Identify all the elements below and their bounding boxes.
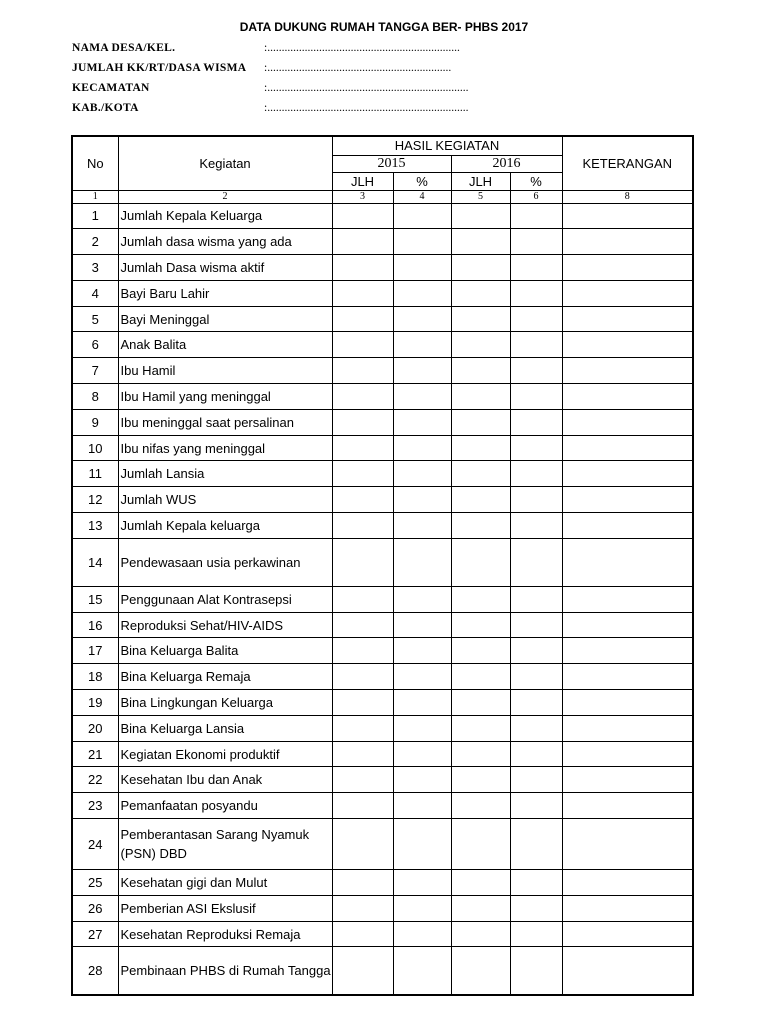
cell-jlh-2016[interactable] [451, 895, 510, 921]
cell-jlh-2015[interactable] [332, 538, 393, 586]
row-kegiatan: Jumlah Lansia [118, 461, 332, 487]
row-number: 24 [72, 819, 118, 870]
cell-pct-2015[interactable] [393, 384, 451, 410]
cell-jlh-2016[interactable] [451, 921, 510, 947]
table-row [72, 461, 693, 487]
row-kegiatan: Penggunaan Alat Kontrasepsi [118, 586, 332, 612]
meta-kab-kota [72, 100, 468, 120]
cell-jlh-2016[interactable] [451, 767, 510, 793]
cell-pct-2015[interactable] [393, 435, 451, 461]
table-row [72, 741, 693, 767]
cell-keterangan[interactable] [562, 947, 693, 995]
cell-keterangan[interactable] [562, 409, 693, 435]
cell-jlh-2015[interactable] [332, 793, 393, 819]
cell-keterangan[interactable] [562, 255, 693, 281]
cell-pct-2015[interactable] [393, 638, 451, 664]
row-number: 25 [72, 870, 118, 896]
cell-jlh-2015[interactable] [332, 358, 393, 384]
cell-jlh-2015[interactable] [332, 409, 393, 435]
row-kegiatan: Ibu Hamil yang meninggal [118, 384, 332, 410]
table-row [72, 229, 693, 255]
table-row [72, 664, 693, 690]
table-row [72, 921, 693, 947]
cell-pct-2015[interactable] [393, 947, 451, 995]
row-kegiatan: Ibu meninggal saat persalinan [118, 409, 332, 435]
row-kegiatan: Ibu nifas yang meninggal [118, 435, 332, 461]
meta-fill: :...................................................................... [264, 102, 469, 114]
row-kegiatan: Bina Keluarga Lansia [118, 715, 332, 741]
cell-jlh-2016[interactable] [451, 586, 510, 612]
cell-pct-2016[interactable] [510, 435, 562, 461]
cell-pct-2016[interactable] [510, 409, 562, 435]
table-row [72, 715, 693, 741]
cell-pct-2016[interactable] [510, 819, 562, 870]
cell-jlh-2015[interactable] [332, 690, 393, 716]
cell-pct-2015[interactable] [393, 870, 451, 896]
table-row [72, 358, 693, 384]
cell-pct-2016[interactable] [510, 306, 562, 332]
row-number: 9 [72, 409, 118, 435]
row-kegiatan: Jumlah WUS [118, 487, 332, 513]
row-number: 11 [72, 461, 118, 487]
row-kegiatan: Pendewasaan usia perkawinan [118, 538, 332, 586]
column-index-row [72, 190, 693, 203]
table-row [72, 306, 693, 332]
cell-pct-2015[interactable] [393, 612, 451, 638]
cell-jlh-2016[interactable] [451, 409, 510, 435]
cell-jlh-2015[interactable] [332, 715, 393, 741]
cell-pct-2015[interactable] [393, 203, 451, 229]
cell-pct-2015[interactable] [393, 513, 451, 539]
row-number: 18 [72, 664, 118, 690]
row-number: 13 [72, 513, 118, 539]
row-kegiatan: Kesehatan gigi dan Mulut [118, 870, 332, 896]
cell-jlh-2015[interactable] [332, 435, 393, 461]
cell-pct-2015[interactable] [393, 767, 451, 793]
table-row [72, 690, 693, 716]
cell-jlh-2015[interactable] [332, 664, 393, 690]
cell-pct-2015[interactable] [393, 229, 451, 255]
row-kegiatan: Jumlah Kepala keluarga [118, 513, 332, 539]
meta-kecamatan [72, 80, 468, 100]
cell-jlh-2016[interactable] [451, 538, 510, 586]
row-kegiatan: Pembinaan PHBS di Rumah Tangga [118, 947, 332, 995]
cell-pct-2016[interactable] [510, 487, 562, 513]
cell-keterangan[interactable] [562, 793, 693, 819]
meta-label: KAB./KOTA [72, 102, 139, 114]
cell-keterangan[interactable] [562, 332, 693, 358]
cell-pct-2015[interactable] [393, 921, 451, 947]
cell-jlh-2015[interactable] [332, 921, 393, 947]
cell-keterangan[interactable] [562, 306, 693, 332]
meta-fill: :...................................................................... [264, 82, 469, 94]
cell-jlh-2015[interactable] [332, 384, 393, 410]
table-row [72, 513, 693, 539]
cell-pct-2016[interactable] [510, 255, 562, 281]
cell-pct-2015[interactable] [393, 332, 451, 358]
table-row [72, 255, 693, 281]
cell-jlh-2015[interactable] [332, 513, 393, 539]
activity-table [71, 135, 694, 996]
cell-keterangan[interactable] [562, 612, 693, 638]
cell-jlh-2016[interactable] [451, 513, 510, 539]
cell-jlh-2016[interactable] [451, 358, 510, 384]
row-kegiatan: Reproduksi Sehat/HIV-AIDS [118, 612, 332, 638]
cell-pct-2016[interactable] [510, 586, 562, 612]
header-pct-2016: % [510, 172, 562, 190]
meta-label: KECAMATAN [72, 82, 150, 94]
row-number: 28 [72, 947, 118, 995]
header-jlh-2016: JLH [451, 172, 510, 190]
cell-pct-2016[interactable] [510, 741, 562, 767]
row-kegiatan: Anak Balita [118, 332, 332, 358]
meta-label: JUMLAH KK/RT/DASA WISMA [72, 62, 247, 74]
column-index: 4 [393, 190, 451, 203]
row-number: 7 [72, 358, 118, 384]
row-kegiatan: Ibu Hamil [118, 358, 332, 384]
table-row [72, 409, 693, 435]
cell-jlh-2016[interactable] [451, 664, 510, 690]
header-year-2015: 2015 [332, 155, 451, 172]
table-row [72, 638, 693, 664]
cell-jlh-2015[interactable] [332, 947, 393, 995]
row-kegiatan: Kegiatan Ekonomi produktif [118, 741, 332, 767]
cell-pct-2016[interactable] [510, 384, 562, 410]
meta-fill: :................................................................... [264, 42, 460, 54]
cell-keterangan[interactable] [562, 664, 693, 690]
cell-keterangan[interactable] [562, 229, 693, 255]
cell-jlh-2015[interactable] [332, 203, 393, 229]
column-index: 2 [118, 190, 332, 203]
cell-jlh-2016[interactable] [451, 280, 510, 306]
meta-fill: :................................................................ [264, 62, 452, 74]
cell-pct-2016[interactable] [510, 461, 562, 487]
cell-jlh-2015[interactable] [332, 255, 393, 281]
table-row [72, 612, 693, 638]
cell-keterangan[interactable] [562, 690, 693, 716]
cell-jlh-2015[interactable] [332, 306, 393, 332]
cell-jlh-2016[interactable] [451, 306, 510, 332]
cell-pct-2016[interactable] [510, 612, 562, 638]
column-index: 6 [510, 190, 562, 203]
cell-keterangan[interactable] [562, 895, 693, 921]
cell-jlh-2016[interactable] [451, 255, 510, 281]
cell-keterangan[interactable] [562, 741, 693, 767]
cell-jlh-2016[interactable] [451, 819, 510, 870]
cell-jlh-2015[interactable] [332, 229, 393, 255]
cell-jlh-2015[interactable] [332, 870, 393, 896]
cell-pct-2015[interactable] [393, 819, 451, 870]
cell-jlh-2016[interactable] [451, 229, 510, 255]
cell-jlh-2016[interactable] [451, 487, 510, 513]
cell-jlh-2015[interactable] [332, 741, 393, 767]
table-row [72, 280, 693, 306]
row-number: 17 [72, 638, 118, 664]
row-number: 22 [72, 767, 118, 793]
row-number: 21 [72, 741, 118, 767]
cell-jlh-2015[interactable] [332, 819, 393, 870]
cell-keterangan[interactable] [562, 513, 693, 539]
cell-jlh-2016[interactable] [451, 741, 510, 767]
cell-pct-2015[interactable] [393, 280, 451, 306]
cell-pct-2016[interactable] [510, 664, 562, 690]
column-index: 5 [451, 190, 510, 203]
cell-jlh-2015[interactable] [332, 638, 393, 664]
cell-jlh-2016[interactable] [451, 793, 510, 819]
header-kegiatan: Kegiatan [118, 136, 332, 190]
row-kegiatan: Jumlah Dasa wisma aktif [118, 255, 332, 281]
cell-keterangan[interactable] [562, 586, 693, 612]
cell-pct-2015[interactable] [393, 487, 451, 513]
meta-jumlah-kk [72, 60, 468, 80]
cell-jlh-2016[interactable] [451, 612, 510, 638]
cell-pct-2015[interactable] [393, 255, 451, 281]
cell-pct-2015[interactable] [393, 690, 451, 716]
header-pct-2015: % [393, 172, 451, 190]
cell-pct-2015[interactable] [393, 461, 451, 487]
row-number: 27 [72, 921, 118, 947]
cell-jlh-2016[interactable] [451, 638, 510, 664]
row-kegiatan: Bayi Meninggal [118, 306, 332, 332]
cell-keterangan[interactable] [562, 715, 693, 741]
row-number: 23 [72, 793, 118, 819]
cell-pct-2016[interactable] [510, 332, 562, 358]
header-jlh-2015: JLH [332, 172, 393, 190]
cell-jlh-2016[interactable] [451, 715, 510, 741]
cell-keterangan[interactable] [562, 487, 693, 513]
cell-pct-2016[interactable] [510, 203, 562, 229]
cell-pct-2015[interactable] [393, 409, 451, 435]
cell-keterangan[interactable] [562, 280, 693, 306]
table-row [72, 895, 693, 921]
table-row [72, 947, 693, 995]
row-kegiatan: Bina Lingkungan Keluarga [118, 690, 332, 716]
column-index: 8 [562, 190, 693, 203]
cell-pct-2016[interactable] [510, 870, 562, 896]
header-year-2016: 2016 [451, 155, 562, 172]
cell-pct-2016[interactable] [510, 538, 562, 586]
row-kegiatan: Kesehatan Reproduksi Remaja [118, 921, 332, 947]
cell-jlh-2016[interactable] [451, 384, 510, 410]
cell-keterangan[interactable] [562, 358, 693, 384]
cell-jlh-2015[interactable] [332, 487, 393, 513]
cell-pct-2016[interactable] [510, 947, 562, 995]
cell-keterangan[interactable] [562, 819, 693, 870]
table-row [72, 384, 693, 410]
column-index: 3 [332, 190, 393, 203]
cell-pct-2016[interactable] [510, 358, 562, 384]
row-kegiatan: Jumlah dasa wisma yang ada [118, 229, 332, 255]
cell-jlh-2015[interactable] [332, 612, 393, 638]
header-keterangan: KETERANGAN [562, 136, 693, 190]
table-row [72, 793, 693, 819]
row-kegiatan: Pemberian ASI Ekslusif [118, 895, 332, 921]
cell-keterangan[interactable] [562, 384, 693, 410]
cell-jlh-2015[interactable] [332, 895, 393, 921]
cell-pct-2015[interactable] [393, 306, 451, 332]
row-number: 4 [72, 280, 118, 306]
cell-keterangan[interactable] [562, 638, 693, 664]
row-number: 16 [72, 612, 118, 638]
cell-pct-2015[interactable] [393, 664, 451, 690]
form-metadata [72, 40, 468, 120]
table-row [72, 203, 693, 229]
cell-keterangan[interactable] [562, 435, 693, 461]
cell-jlh-2016[interactable] [451, 435, 510, 461]
cell-pct-2015[interactable] [393, 358, 451, 384]
table-row [72, 435, 693, 461]
cell-keterangan[interactable] [562, 538, 693, 586]
cell-jlh-2016[interactable] [451, 332, 510, 358]
row-kegiatan: Bina Keluarga Balita [118, 638, 332, 664]
row-number: 19 [72, 690, 118, 716]
cell-jlh-2015[interactable] [332, 332, 393, 358]
cell-jlh-2016[interactable] [451, 690, 510, 716]
row-number: 3 [72, 255, 118, 281]
cell-pct-2016[interactable] [510, 715, 562, 741]
cell-pct-2015[interactable] [393, 741, 451, 767]
cell-pct-2016[interactable] [510, 921, 562, 947]
cell-jlh-2016[interactable] [451, 947, 510, 995]
cell-pct-2016[interactable] [510, 793, 562, 819]
cell-pct-2015[interactable] [393, 586, 451, 612]
cell-jlh-2016[interactable] [451, 203, 510, 229]
table-row [72, 819, 693, 870]
table-row [72, 538, 693, 586]
cell-keterangan[interactable] [562, 767, 693, 793]
row-number: 10 [72, 435, 118, 461]
cell-pct-2015[interactable] [393, 895, 451, 921]
cell-pct-2016[interactable] [510, 280, 562, 306]
header-hasil-kegiatan: HASIL KEGIATAN [332, 136, 562, 155]
row-number: 14 [72, 538, 118, 586]
document-title: DATA DUKUNG RUMAH TANGGA BER- PHBS 2017 [239, 20, 529, 34]
cell-jlh-2015[interactable] [332, 767, 393, 793]
row-kegiatan: Kesehatan Ibu dan Anak [118, 767, 332, 793]
row-number: 26 [72, 895, 118, 921]
row-kegiatan: Bayi Baru Lahir [118, 280, 332, 306]
cell-pct-2015[interactable] [393, 793, 451, 819]
cell-jlh-2015[interactable] [332, 586, 393, 612]
cell-keterangan[interactable] [562, 870, 693, 896]
cell-pct-2016[interactable] [510, 229, 562, 255]
table-row [72, 586, 693, 612]
table-row [72, 487, 693, 513]
row-number: 1 [72, 203, 118, 229]
row-kegiatan: Jumlah Kepala Keluarga [118, 203, 332, 229]
row-number: 12 [72, 487, 118, 513]
cell-jlh-2015[interactable] [332, 461, 393, 487]
cell-pct-2015[interactable] [393, 538, 451, 586]
cell-pct-2016[interactable] [510, 638, 562, 664]
header-no: No [72, 136, 118, 190]
cell-pct-2016[interactable] [510, 895, 562, 921]
row-kegiatan: Bina Keluarga Remaja [118, 664, 332, 690]
meta-desa [72, 40, 468, 60]
column-index: 1 [72, 190, 118, 203]
cell-keterangan[interactable] [562, 203, 693, 229]
table-row [72, 767, 693, 793]
meta-label: NAMA DESA/KEL. [72, 42, 176, 54]
cell-keterangan[interactable] [562, 921, 693, 947]
cell-pct-2016[interactable] [510, 690, 562, 716]
cell-jlh-2016[interactable] [451, 461, 510, 487]
row-number: 15 [72, 586, 118, 612]
row-number: 2 [72, 229, 118, 255]
table-row [72, 870, 693, 896]
cell-keterangan[interactable] [562, 461, 693, 487]
row-number: 20 [72, 715, 118, 741]
table-row [72, 332, 693, 358]
cell-pct-2016[interactable] [510, 513, 562, 539]
row-number: 8 [72, 384, 118, 410]
row-number: 5 [72, 306, 118, 332]
cell-pct-2016[interactable] [510, 767, 562, 793]
cell-pct-2015[interactable] [393, 715, 451, 741]
row-kegiatan: Pemberantasan Sarang Nyamuk (PSN) DBD [118, 819, 332, 870]
row-number: 6 [72, 332, 118, 358]
row-kegiatan: Pemanfaatan posyandu [118, 793, 332, 819]
cell-jlh-2016[interactable] [451, 870, 510, 896]
cell-jlh-2015[interactable] [332, 280, 393, 306]
